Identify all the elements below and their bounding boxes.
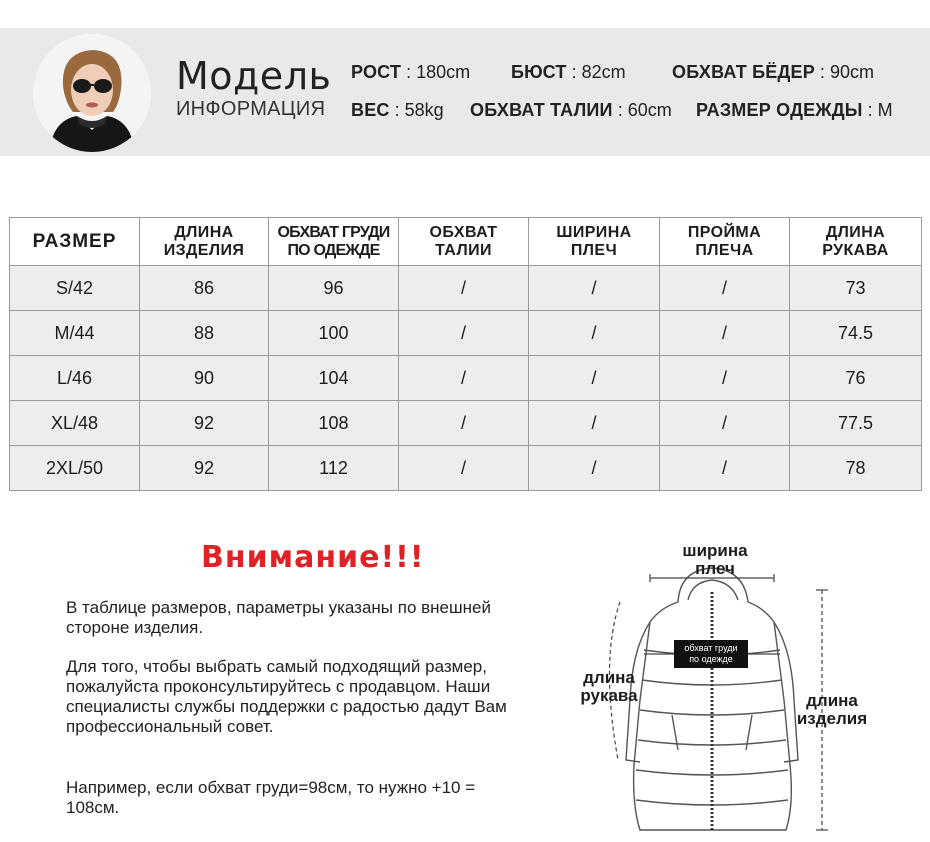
attention-heading: Внимание!!!: [201, 540, 425, 575]
table-cell: 104: [269, 356, 399, 401]
coat-measurement-diagram: [560, 530, 930, 838]
header-sleeve-length: ДЛИНА РУКАВА: [790, 218, 922, 266]
param-height-label: РОСТ: [351, 62, 402, 82]
header-waist: ОБХВАТ ТАЛИИ: [399, 218, 529, 266]
param-hips-label: ОБХВАТ БЁДЕР: [672, 62, 815, 82]
table-cell: /: [660, 311, 790, 356]
table-cell: 86: [140, 266, 269, 311]
table-cell: /: [660, 356, 790, 401]
table-cell: 76: [790, 356, 922, 401]
param-weight-value: 58kg: [404, 100, 444, 120]
param-hips-value: 90cm: [829, 62, 874, 82]
param-bust-value: 82cm: [581, 62, 626, 82]
table-cell: /: [399, 401, 529, 446]
header-shoulder-width: ШИРИНА ПЛЕЧ: [529, 218, 660, 266]
table-cell: /: [399, 311, 529, 356]
model-portrait-icon: [33, 34, 151, 152]
table-cell: 90: [140, 356, 269, 401]
table-cell: /: [529, 401, 660, 446]
table-row: [10, 356, 922, 401]
param-weight: ВЕС : 58kg: [351, 100, 444, 120]
size-cell: S/42: [10, 266, 140, 311]
table-cell: 88: [140, 311, 269, 356]
size-cell: L/46: [10, 356, 140, 401]
param-bust: БЮСТ : 82cm: [511, 62, 626, 82]
header-length: ДЛИНА ИЗДЕЛИЯ: [140, 218, 269, 266]
table-cell: 92: [140, 401, 269, 446]
table-cell: /: [529, 266, 660, 311]
table-cell: 73: [790, 266, 922, 311]
param-weight-label: ВЕС: [351, 100, 390, 120]
table-row: [10, 266, 922, 311]
header-chest: ОБХВАТ ГРУДИ ПО ОДЕЖДЕ: [269, 218, 399, 266]
table-cell: /: [399, 356, 529, 401]
size-cell: XL/48: [10, 401, 140, 446]
table-cell: 108: [269, 401, 399, 446]
size-cell: 2XL/50: [10, 446, 140, 491]
param-waist-value: 60cm: [627, 100, 672, 120]
table-cell: /: [399, 446, 529, 491]
table-cell: 77.5: [790, 401, 922, 446]
header-size: РАЗМЕР: [10, 218, 140, 266]
param-waist: ОБХВАТ ТАЛИИ : 60cm: [470, 100, 672, 120]
table-cell: /: [660, 401, 790, 446]
table-cell: 100: [269, 311, 399, 356]
model-info-banner: [0, 28, 930, 156]
item-length-label: длина изделия: [796, 691, 868, 728]
table-cell: /: [660, 446, 790, 491]
param-height: РОСТ : 180cm: [351, 62, 471, 82]
size-cell: M/44: [10, 311, 140, 356]
table-cell: /: [529, 311, 660, 356]
table-row: [10, 446, 922, 491]
model-avatar: [33, 34, 151, 152]
table-row: [10, 401, 922, 446]
table-cell: /: [529, 356, 660, 401]
table-cell: /: [529, 446, 660, 491]
param-waist-label: ОБХВАТ ТАЛИИ: [470, 100, 613, 120]
table-cell: 74.5: [790, 311, 922, 356]
param-height-value: 180cm: [416, 62, 471, 82]
notice-paragraph: Для того, чтобы выбрать самый подходящий размер, пожалуйста проконсультируйтесь с продавцом. Наши специалисты службы поддержки с радостью дадут Вам профессиональный совет.: [66, 657, 507, 736]
header-armhole: ПРОЙМА ПЛЕЧА: [660, 218, 790, 266]
table-cell: 78: [790, 446, 922, 491]
sleeve-length-label: длина рукава: [580, 668, 638, 705]
chest-girth-label: обхват груди по одежде: [674, 640, 748, 668]
param-clothing-size-value: M: [877, 100, 893, 120]
param-clothing-size-label: РАЗМЕР ОДЕЖДЫ: [696, 100, 863, 120]
size-chart-table: [9, 217, 922, 491]
param-hips: ОБХВАТ БЁДЕР : 90cm: [672, 62, 874, 82]
param-bust-label: БЮСТ: [511, 62, 567, 82]
model-subtitle: ИНФОРМАЦИЯ: [176, 98, 326, 120]
notice-paragraph: В таблице размеров, параметры указаны по внешней стороне изделия.: [66, 598, 491, 637]
shoulder-width-label: ширина плеч: [682, 541, 748, 578]
model-title: Модель: [176, 54, 332, 98]
table-cell: 96: [269, 266, 399, 311]
param-clothing-size: РАЗМЕР ОДЕЖДЫ : M: [696, 100, 893, 120]
table-row: [10, 311, 922, 356]
table-cell: 92: [140, 446, 269, 491]
table-header-row: [10, 218, 922, 266]
table-cell: /: [660, 266, 790, 311]
table-cell: /: [399, 266, 529, 311]
table-cell: 112: [269, 446, 399, 491]
notice-paragraph: Например, если обхват груди=98см, то нужно +10 = 108см.: [66, 778, 476, 817]
